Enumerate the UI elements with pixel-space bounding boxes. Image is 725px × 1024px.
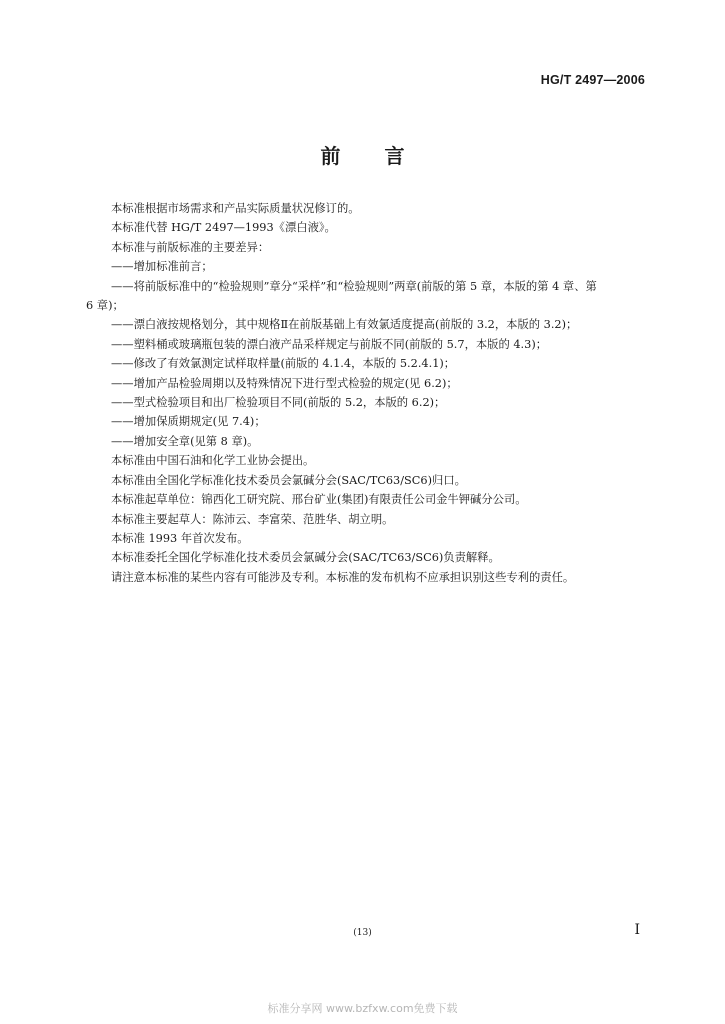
paragraph: 本标准委托全国化学标准化技术委员会氯碱分会(SAC/TC63/SC6)负责解释。 bbox=[111, 551, 500, 565]
title-char-1: 前 bbox=[320, 144, 341, 168]
paragraph: 本标准主要起草人：陈沛云、李富荣、范胜华、胡立明。 bbox=[111, 512, 394, 526]
roman-page-numeral: I bbox=[634, 922, 640, 938]
title-char-2: 言 bbox=[384, 144, 405, 168]
list-item: ——增加标准前言； bbox=[111, 260, 213, 274]
paragraph: 本标准起草单位：锦西化工研究院、邢台矿业(集团)有限责任公司金牛钾碱分公司。 bbox=[111, 493, 527, 507]
paragraph: 本标准由全国化学标准化技术委员会氯碱分会(SAC/TC63/SC6)归口。 bbox=[111, 473, 466, 487]
list-item: ——增加产品检验周期以及特殊情况下进行型式检验的规定(见 6.2)； bbox=[111, 376, 458, 390]
page-number: (13) bbox=[353, 928, 372, 938]
list-item: ——塑料桶或玻璃瓶包装的漂白液产品采样规定与前版不同(前版的 5.7，本版的 4.3)； bbox=[111, 337, 548, 351]
list-item: ——型式检验项目和出厂检验项目不同(前版的 5.2，本版的 6.2)； bbox=[111, 396, 446, 410]
paragraph: 本标准 1993 年首次发布。 bbox=[111, 531, 249, 545]
paragraph: 本标准与前版标准的主要差异： bbox=[111, 240, 270, 254]
paragraph: 请注意本标准的某些内容有可能涉及专利。本标准的发布机构不应承担识别这些专利的责任。 bbox=[111, 570, 575, 584]
paragraph: 本标准根据市场需求和产品实际质量状况修订的。 bbox=[111, 202, 360, 215]
list-item: ——增加安全章(见第 8 章)。 bbox=[111, 434, 259, 448]
page-title bbox=[0, 140, 725, 169]
standard-code: HG/T 2497—2006 bbox=[540, 73, 645, 87]
list-item: ——修改了有效氯测定试样取样量(前版的 4.1.4，本版的 5.2.4.1)； bbox=[111, 357, 456, 371]
list-item-continuation: 6 章)； bbox=[86, 299, 124, 313]
watermark: 标准分享网 www.bzfxw.com免费下载 bbox=[267, 1002, 458, 1015]
paragraph: 本标准由中国石油和化学工业协会提出。 bbox=[111, 454, 315, 468]
list-item: ——将前版标准中的“检验规则”章分“采样”和“检验规则”两章(前版的第 5 章，本版的第 4 章、第 bbox=[111, 279, 597, 293]
list-item: ——增加保质期规定(见 7.4)； bbox=[111, 415, 266, 429]
foreword-body bbox=[86, 199, 650, 587]
paragraph: 本标准代替 HG/T 2497—1993《漂白液》。 bbox=[111, 221, 336, 235]
list-item: ——漂白液按规格划分，其中规格Ⅱ在前版基础上有效氯适度提高(前版的 3.2，本版的 3.2)； bbox=[111, 318, 578, 332]
